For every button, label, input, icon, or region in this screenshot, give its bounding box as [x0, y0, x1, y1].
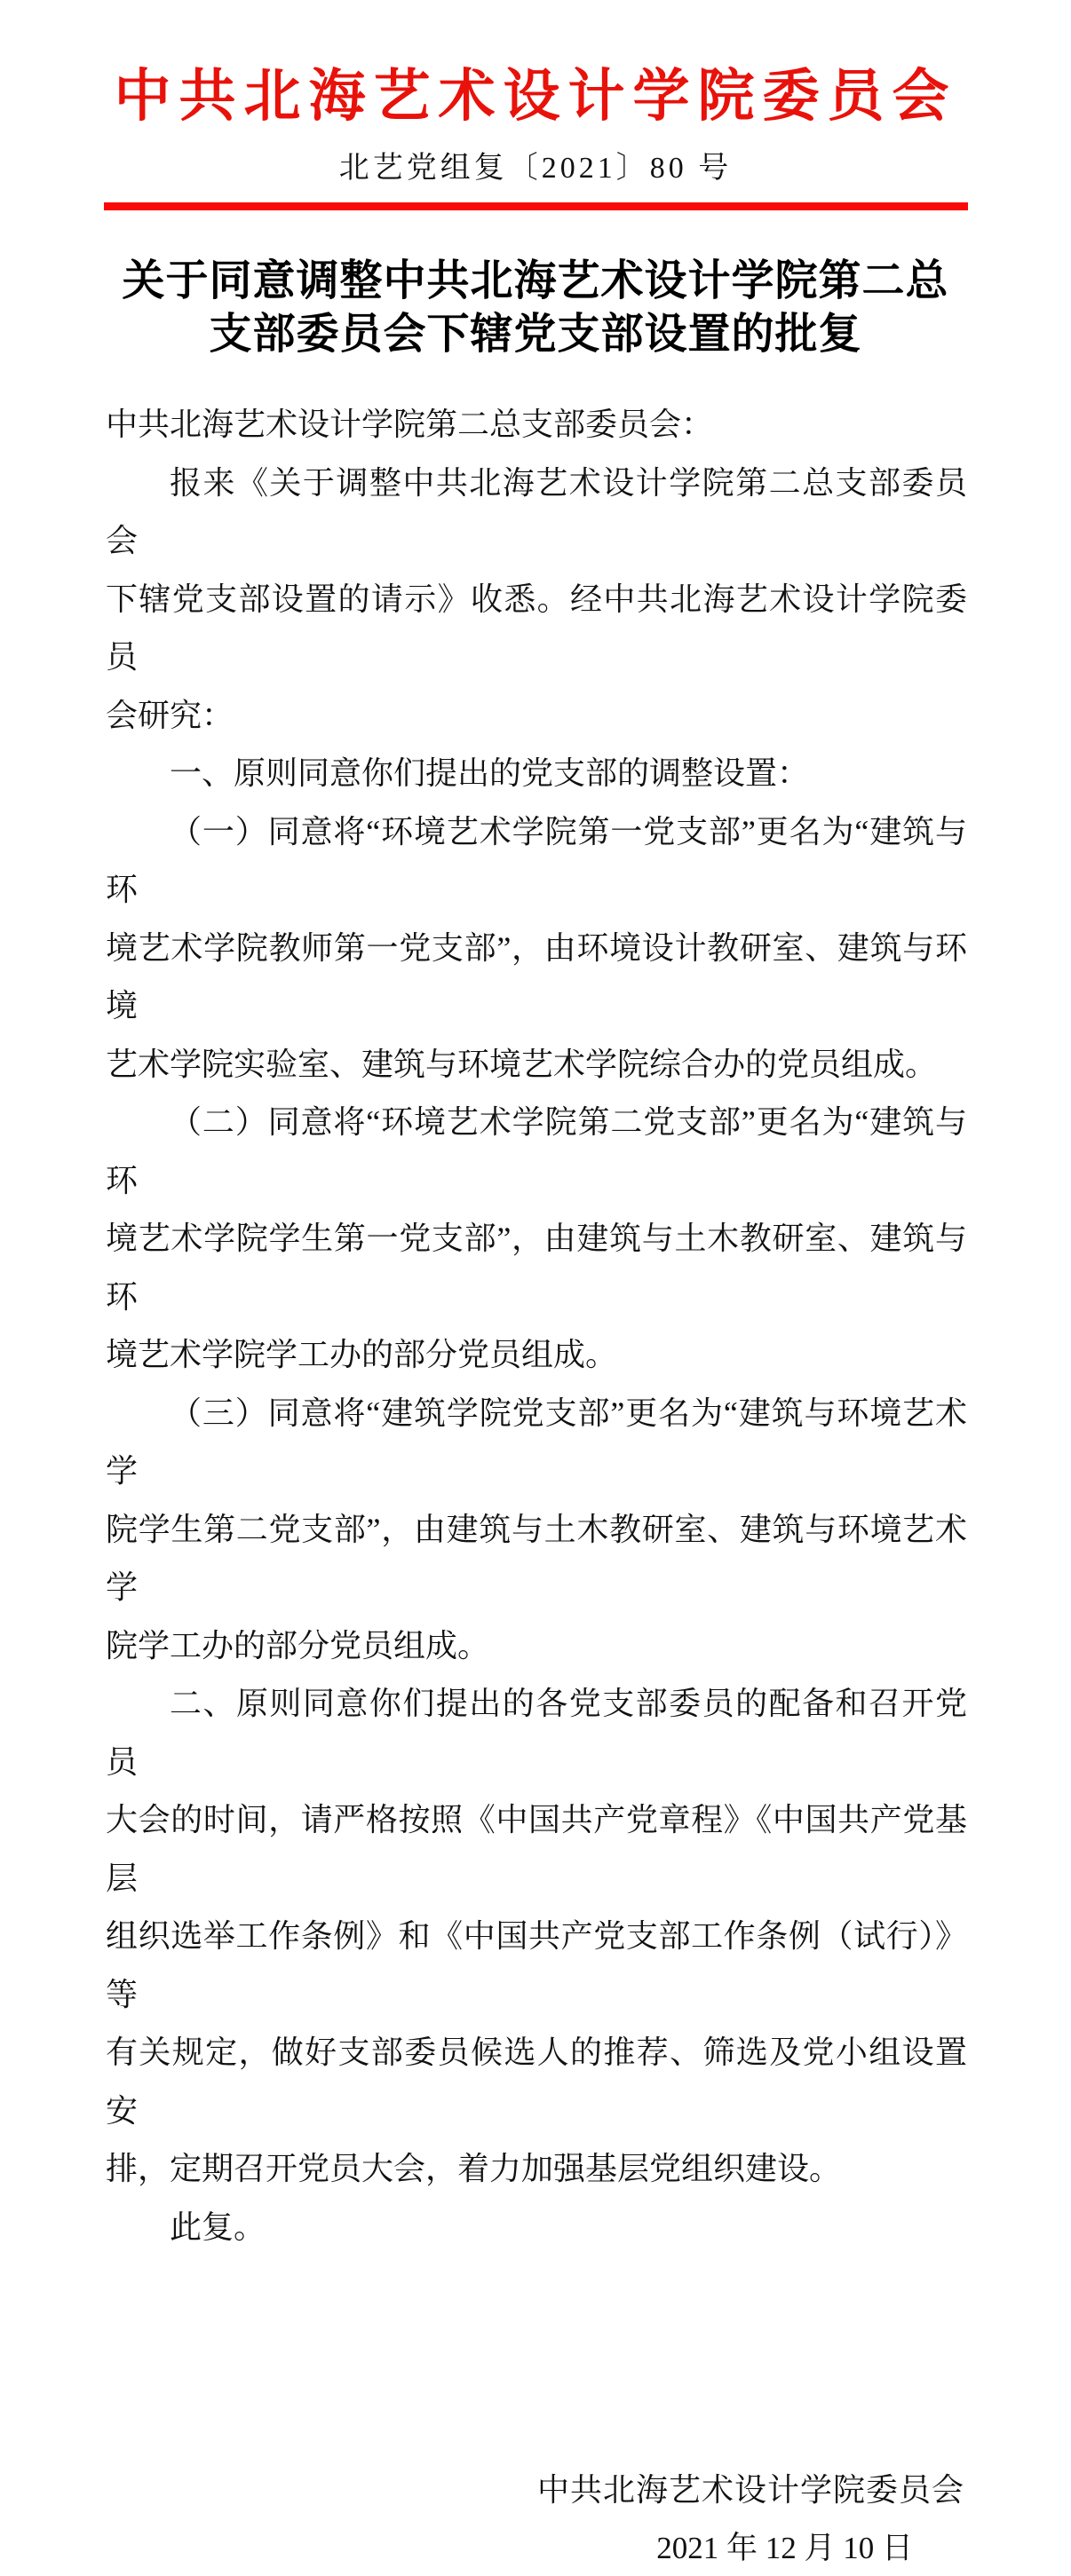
body-line: 境艺术学院教师第一党支部”，由环境设计教研室、建筑与环境 — [106, 929, 967, 1023]
body-line: （二）同意将“环境艺术学院第二党支部”更名为“建筑与环 — [106, 1104, 967, 1198]
body-line: 境艺术学院学生第一党支部”，由建筑与土木教研室、建筑与环 — [106, 1221, 967, 1315]
body-line: 报来《关于调整中共北海艺术设计学院第二总支部委员会 — [106, 464, 967, 558]
body-line: 境艺术学院学工办的部分党员组成。 — [106, 1337, 618, 1372]
red-separator-line — [104, 202, 968, 210]
body-line: 院学生第二党支部”，由建筑与土木教研室、建筑与环境艺术学 — [106, 1511, 967, 1605]
document-body — [106, 396, 967, 2256]
body-line: 大会的时间，请严格按照《中国共产党章程》《中国共产党基层 — [106, 1802, 967, 1896]
body-line: 此复。 — [170, 2209, 266, 2245]
issuer-title: 中共北海艺术设计学院委员会 — [114, 65, 957, 128]
body-line: （一）同意将“环境艺术学院第一党支部”更名为“建筑与环 — [106, 813, 967, 907]
body-line: 二、原则同意你们提出的各党支部委员的配备和召开党员 — [106, 1686, 967, 1780]
body-line: 组织选举工作条例》和《中国共产党支部工作条例（试行）》等 — [106, 1918, 967, 2012]
document-title — [0, 255, 1071, 361]
body-line: 院学工办的部分党员组成。 — [106, 1627, 490, 1663]
body-line: 中共北海艺术设计学院第二总支部委员会： — [106, 407, 714, 442]
document-title-line2: 支部委员会下辖党支部设置的批复 — [209, 311, 862, 358]
body-line: 艺术学院实验室、建筑与环境艺术学院综合办的党员组成。 — [106, 1046, 938, 1082]
body-line: 下辖党支部设置的请示》收悉。经中共北海艺术设计学院委员 — [106, 581, 967, 675]
body-line: （三）同意将“建筑学院党支部”更名为“建筑与环境艺术学 — [106, 1395, 967, 1489]
body-line: 会研究： — [106, 697, 234, 733]
body-line: 一、原则同意你们提出的党支部的调整设置： — [170, 755, 810, 791]
body-line: 有关规定，做好支部委员候选人的推荐、筛选及党小组设置安 — [106, 2035, 967, 2129]
document-number: 北艺党组复〔2021〕80 号 — [338, 152, 733, 185]
signature-issuer: 中共北海艺术设计学院委员会 — [536, 2472, 964, 2508]
body-line: 排，定期召开党员大会，着力加强基层党组织建设。 — [106, 2151, 842, 2186]
signature-date: 2021 年 12 月 10 日 — [656, 2530, 913, 2565]
document-title-line1: 关于同意调整中共北海艺术设计学院第二总 — [122, 257, 949, 304]
signature-block — [0, 2461, 964, 2576]
